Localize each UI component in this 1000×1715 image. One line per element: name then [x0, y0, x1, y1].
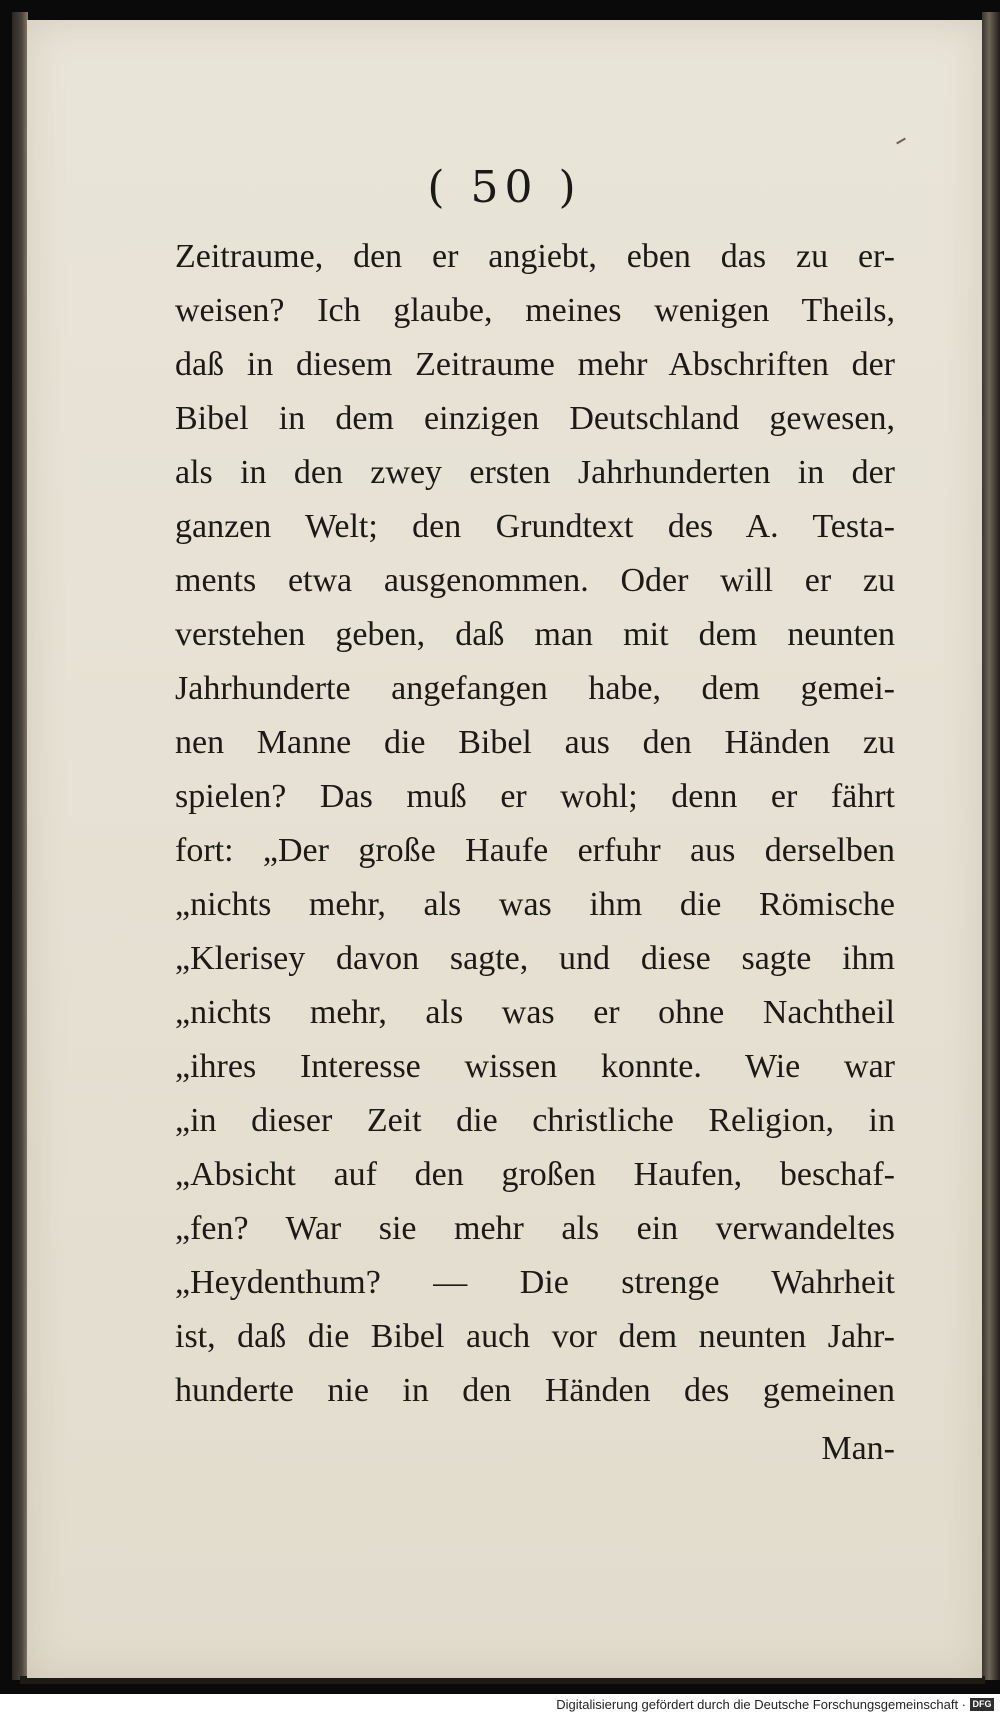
text-line: „nichts mehr, als was ihm die Römische [175, 886, 895, 923]
page-number: ( 50 ) [427, 162, 582, 213]
text-line: nen Manne die Bibel aus den Händen zu [175, 724, 895, 761]
text-line: „Heydenthum? — Die strenge Wahrheit [175, 1264, 895, 1301]
dfg-logo: DFG [970, 1698, 994, 1711]
text-line: fort: „Der große Haufe erfuhr aus derselben [175, 832, 895, 869]
text-line: spielen? Das muß er wohl; denn er fährt [175, 778, 895, 815]
text-line: als in den zwey ersten Jahrhunderten in der [175, 454, 895, 491]
catchword: Man- [821, 1430, 895, 1467]
text-line: „in dieser Zeit die christliche Religion, in [175, 1102, 895, 1139]
text-line: weisen? Ich glaube, meines wenigen Theils, [175, 292, 895, 329]
text-line: daß in diesem Zeitraume mehr Abschriften der [175, 346, 895, 383]
body-text [175, 230, 895, 1418]
footer-credit: Digitalisierung gefördert durch die Deutsche Forschungsgemeinschaft · [556, 1697, 966, 1712]
text-line: ments etwa ausgenommen. Oder will er zu [175, 562, 895, 599]
text-line: hunderte nie in den Händen des gemeinen [175, 1372, 895, 1409]
text-line: ist, daß die Bibel auch vor dem neunten Jahr- [175, 1318, 895, 1355]
page-left-edge [12, 12, 28, 1680]
text-line: ganzen Welt; den Grundtext des A. Testa- [175, 508, 895, 545]
text-line: „Klerisey davon sagte, und diese sagte ihm [175, 940, 895, 977]
book-spine-edge [982, 12, 1000, 1680]
text-line: Bibel in dem einzigen Deutschland gewesen, [175, 400, 895, 437]
text-line: verstehen geben, daß man mit dem neunten [175, 616, 895, 653]
text-line: Jahrhunderte angefangen habe, dem gemei- [175, 670, 895, 707]
text-line: „nichts mehr, als was er ohne Nachtheil [175, 994, 895, 1031]
text-line: „Absicht auf den großen Haufen, beschaf- [175, 1156, 895, 1193]
text-line: „ihres Interesse wissen konnte. Wie war [175, 1048, 895, 1085]
text-line: Zeitraume, den er angiebt, eben das zu er- [175, 238, 895, 275]
text-line: „fen? War sie mehr als ein verwandeltes [175, 1210, 895, 1247]
